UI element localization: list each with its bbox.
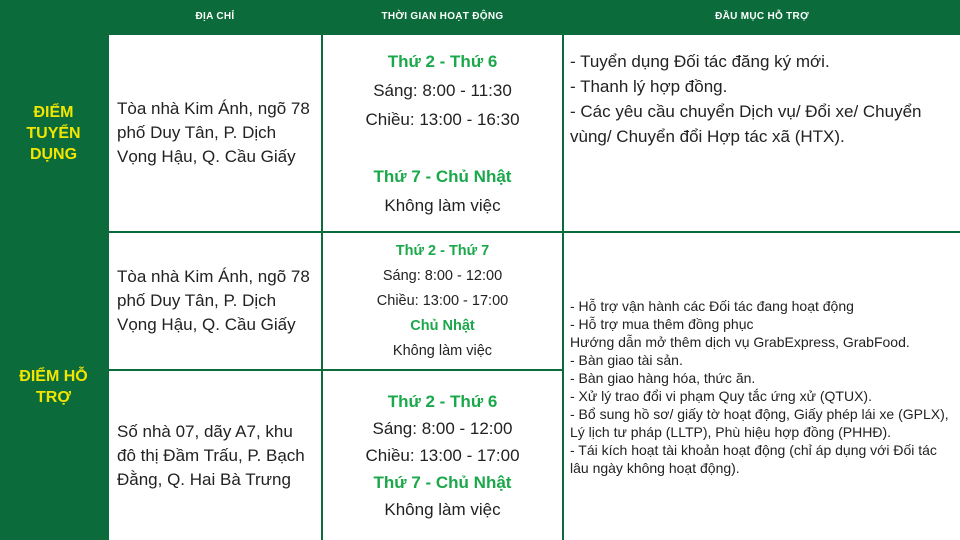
- recruitment-address: [109, 35, 321, 231]
- recruitment-afternoon: Chiều: 13:00 - 16:30: [365, 109, 520, 129]
- support-2-morning: Sáng: 8:00 - 12:00: [372, 419, 513, 438]
- list-item: - Xử lý trao đổi vi phạm Quy tắc ứng xử (QTUX).: [570, 387, 872, 404]
- support-address-1: [109, 233, 321, 369]
- list-item: - Bàn giao tài sản.: [570, 351, 683, 368]
- header-support: ĐẦU MỤC HỖ TRỢ: [564, 0, 960, 33]
- support-point-label: ĐIỂM HỖ TRỢ: [0, 233, 107, 540]
- list-item: Hướng dẫn mở thêm dịch vụ GrabExpress, GrabFood.: [570, 333, 910, 350]
- support-2-weekday-title: Thứ 2 - Thứ 6: [387, 392, 498, 411]
- recruitment-address-text: Tòa nhà Kim Ánh, ngõ 78 phố Duy Tân, P. Dịch Vọng Hậu, Q. Cầu Giấy: [117, 99, 310, 166]
- support-2-weekend-title: Thứ 7 - Chủ Nhật: [373, 473, 512, 492]
- recruitment-morning: Sáng: 8:00 - 11:30: [373, 80, 512, 100]
- support-point-support-list: [564, 233, 960, 540]
- header-address: ĐỊA CHỈ: [109, 0, 321, 33]
- list-item: - Bàn giao hàng hóa, thức ăn.: [570, 369, 756, 386]
- support-1-weekend-note: Không làm việc: [392, 342, 493, 359]
- header-hours: THỜI GIAN HOẠT ĐỘNG: [323, 0, 562, 33]
- header-corner: [0, 0, 107, 33]
- recruitment-support-list: [564, 35, 960, 231]
- list-item: - Thanh lý hợp đồng.: [570, 77, 728, 96]
- list-item: - Tái kích hoạt tài khoản hoạt động (chỉ áp dụng với Đối tác lâu ngày không hoạt động).: [570, 441, 937, 476]
- support-1-weekday-title: Thứ 2 - Thứ 7: [395, 242, 490, 259]
- support-2-afternoon: Chiều: 13:00 - 17:00: [365, 446, 520, 465]
- list-item: - Hỗ trợ vận hành các Đối tác đang hoạt động: [570, 297, 854, 314]
- list-item: - Tuyển dụng Đối tác đăng ký mới.: [570, 52, 830, 71]
- list-item: - Hỗ trợ mua thêm đồng phục: [570, 315, 754, 332]
- recruitment-label: ĐIỂM TUYỂN DỤNG: [0, 35, 107, 231]
- support-hours-1: [323, 233, 562, 369]
- support-address-1-text: Tòa nhà Kim Ánh, ngõ 78 phố Duy Tân, P. Dịch Vọng Hậu, Q. Cầu Giấy: [117, 267, 310, 334]
- recruitment-weekday-title: Thứ 2 - Thứ 6: [387, 51, 498, 71]
- support-1-weekend-title: Chủ Nhật: [410, 317, 475, 334]
- support-address-2-text: Số nhà 07, dãy A7, khu đô thị Đầm Trấu, P. Bạch Đằng, Q. Hai Bà Trưng: [117, 421, 305, 489]
- recruitment-hours: [323, 35, 562, 231]
- list-item: - Các yêu cầu chuyển Dịch vụ/ Đổi xe/ Chuyển vùng/ Chuyển đổi Hợp tác xã (HTX).: [570, 102, 922, 146]
- support-1-morning: Sáng: 8:00 - 12:00: [382, 267, 503, 284]
- list-item: - Bổ sung hồ sơ/ giấy tờ hoạt động, Giấy phép lái xe (GPLX), Lý lịch tư pháp (LLTP), Phù hiệu hợp đồng (PHHĐ).: [570, 405, 949, 440]
- support-address-2: [109, 371, 321, 540]
- recruitment-weekend-note: Không làm việc: [384, 195, 501, 215]
- recruitment-weekend-title: Thứ 7 - Chủ Nhật: [373, 166, 512, 186]
- support-hours-2: [323, 371, 562, 540]
- support-1-afternoon: Chiều: 13:00 - 17:00: [376, 292, 509, 309]
- support-2-weekend-note: Không làm việc: [384, 500, 501, 519]
